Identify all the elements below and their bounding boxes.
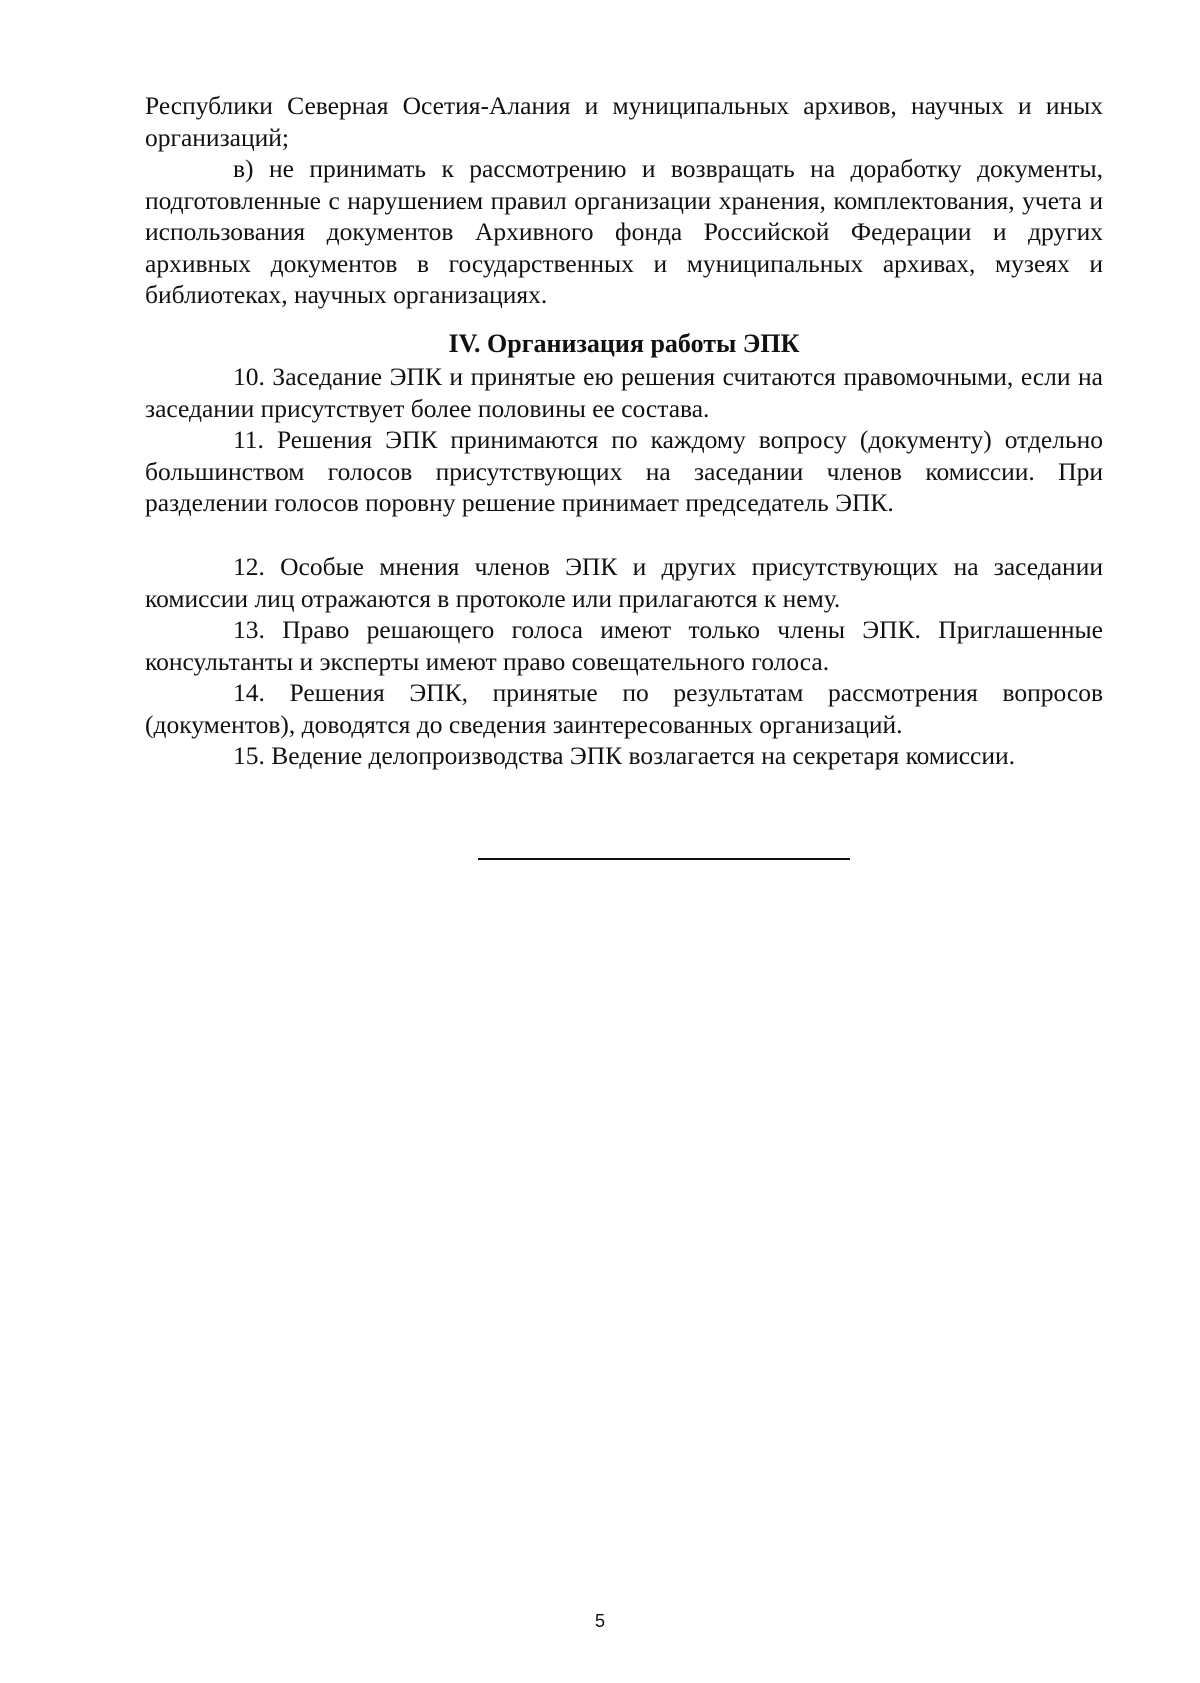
paragraph-13: 13. Право решающего голоса имеют только члены ЭПК. Приглашенные консультанты и эксперты имеют право совещательного голоса.: [145, 615, 1103, 676]
continuation-paragraph: Республики Северная Осетия-Алания и муниципальных архивов, научных и иных организаций;: [145, 91, 1103, 152]
paragraph-15: 15. Ведение делопроизводства ЭПК возлагается на секретаря комиссии.: [233, 741, 1016, 770]
paragraph-12: 12. Особые мнения членов ЭПК и других присутствующих на заседании комиссии лиц отражаются в протоколе или прилагаются к нему.: [145, 552, 1103, 613]
item-v-paragraph: в) не принимать к рассмотрению и возвращать на доработку документы, подготовленные с нарушением правил организации хранения, комплектования, учета и использования документов Архивного фонда Российской Федерации и других архивных документов в государственных и муниципальных архивах, музеях и библиотеках, научных организациях.: [145, 154, 1103, 310]
paragraph-10: 10. Заседание ЭПК и принятые ею решения считаются правомочными, если на заседании присутствует более половины ее состава.: [145, 362, 1103, 423]
page-number: 5: [594, 1611, 605, 1631]
section-heading: IV. Организация работы ЭПК: [448, 329, 800, 358]
paragraph-11: 11. Решения ЭПК принимаются по каждому вопросу (документу) отдельно большинством голосов присутствующих на заседании членов комиссии. При разделении голосов поровну решение принимает председатель ЭПК.: [145, 425, 1103, 518]
paragraph-14: 14. Решения ЭПК, принятые по результатам рассмотрения вопросов (документов), доводятся до сведения заинтересованных организаций.: [145, 678, 1103, 739]
closing-rule: [478, 858, 850, 860]
